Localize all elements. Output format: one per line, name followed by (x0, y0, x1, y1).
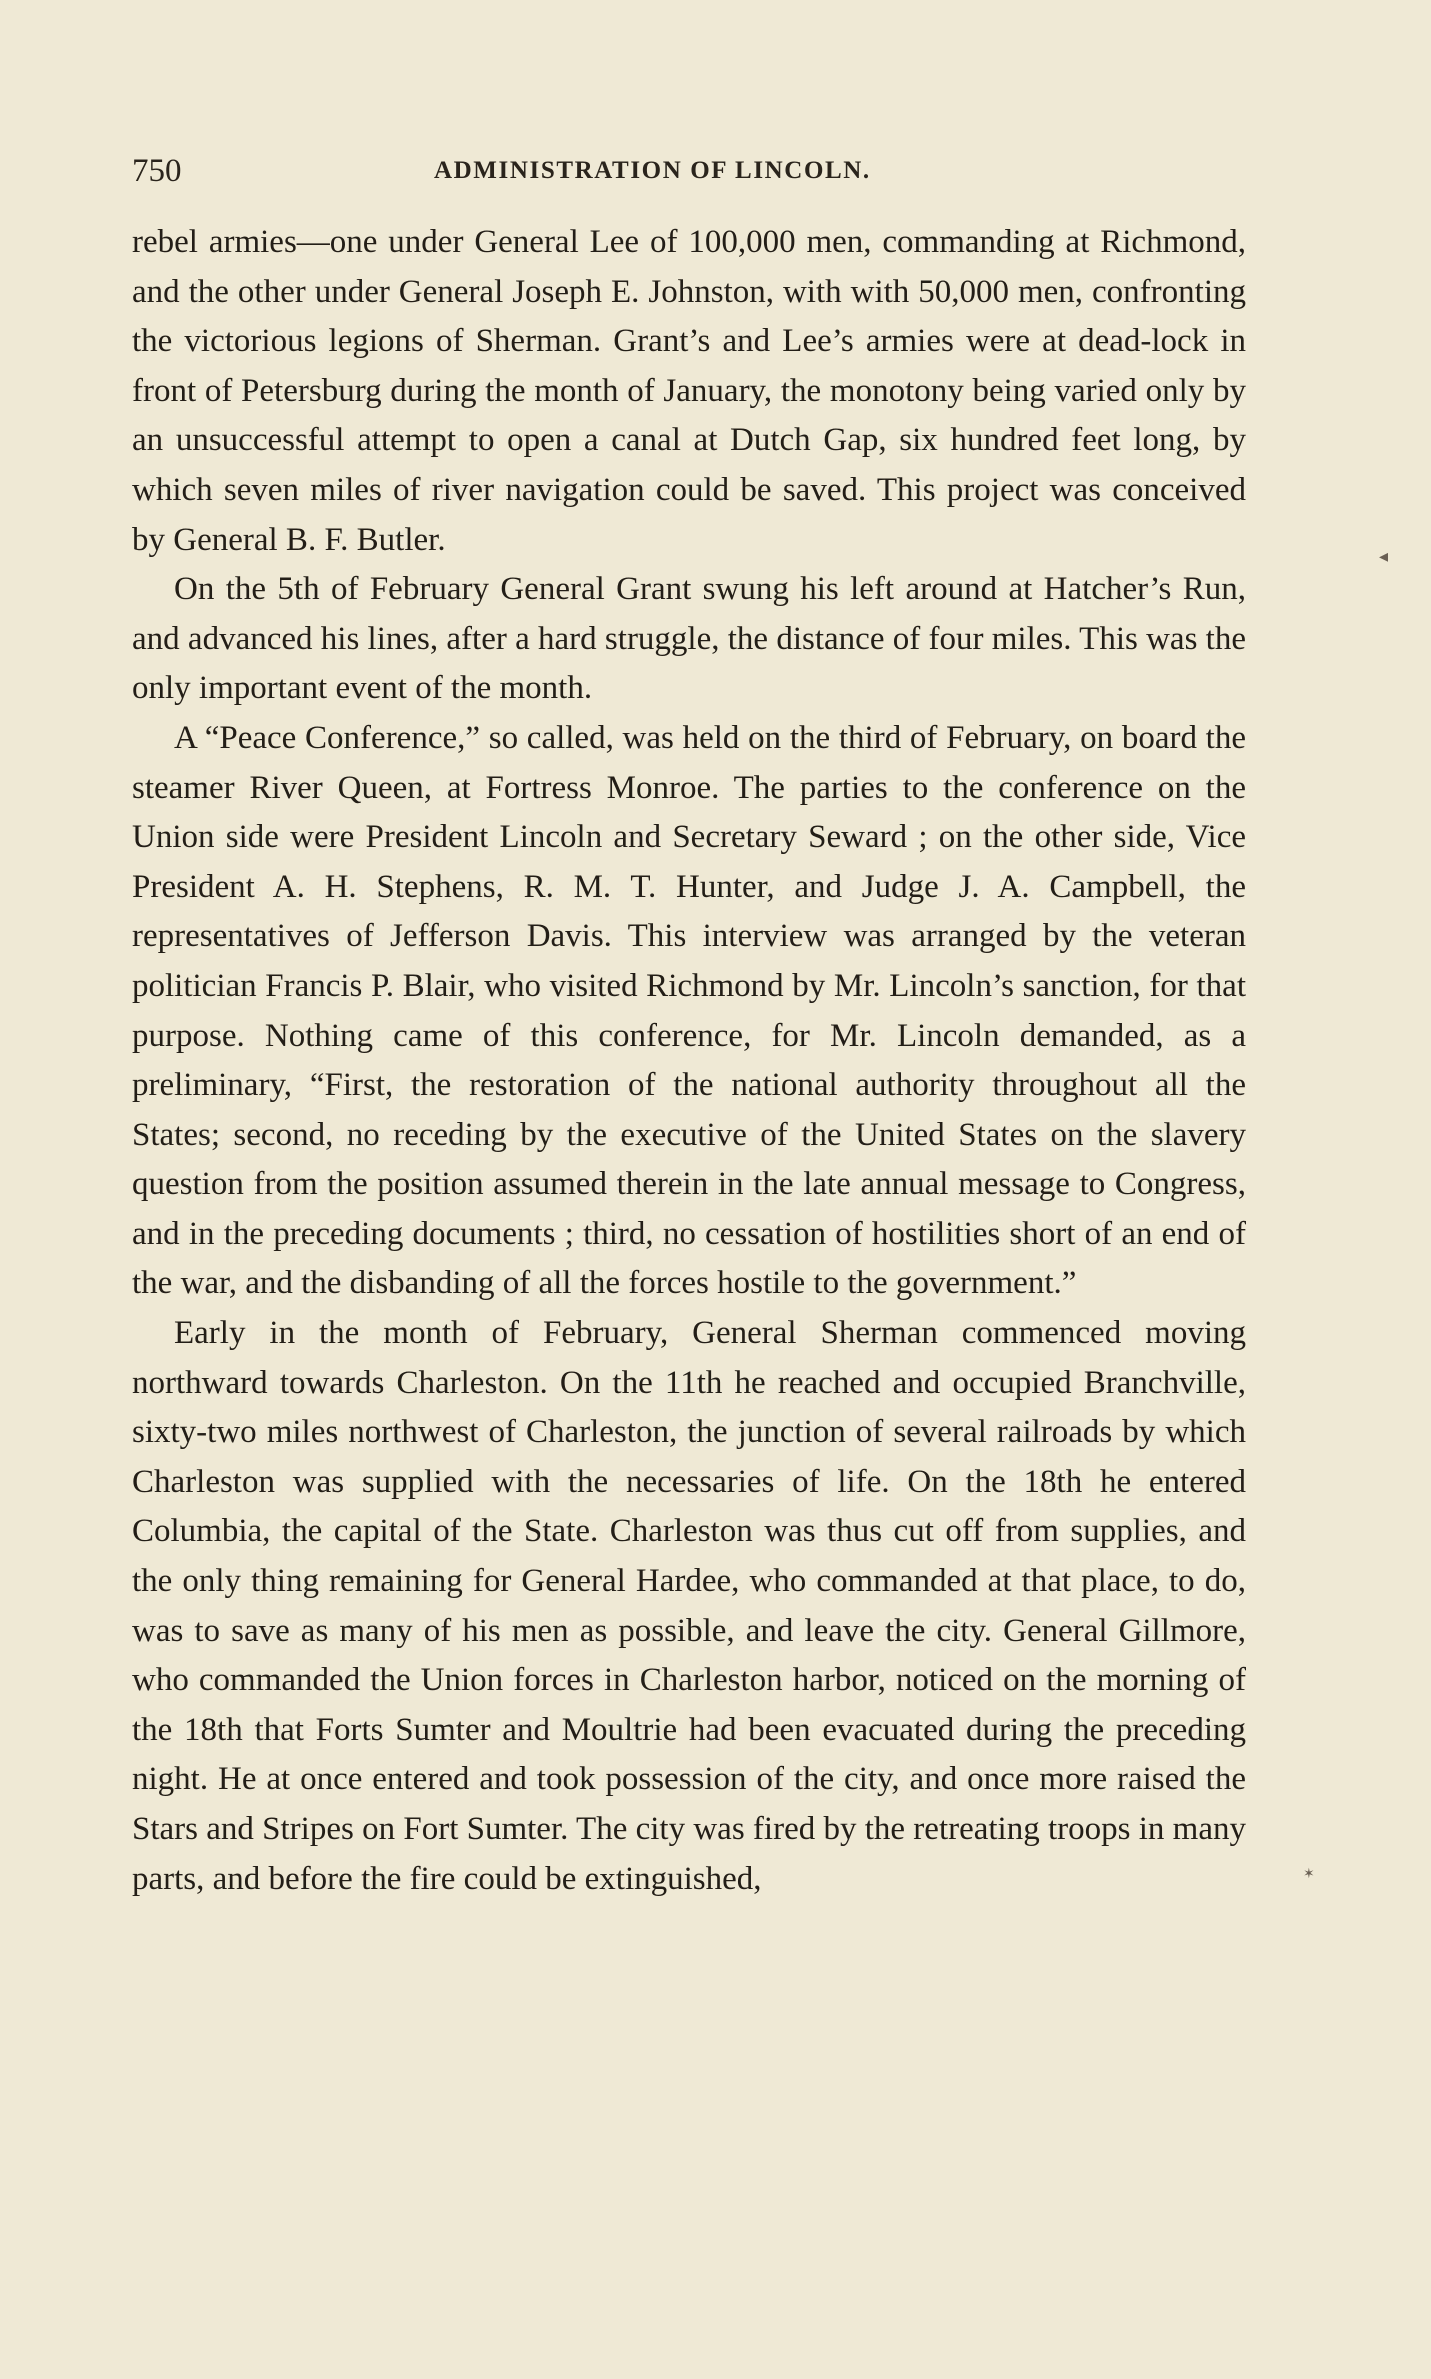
margin-star-icon: ✶ (1303, 1866, 1315, 1882)
margin-arrow-icon: ◂ (1379, 546, 1389, 567)
running-title: ADMINISTRATION OF LINCOLN. (434, 157, 871, 184)
paragraph-3: A “Peace Conference,” so called, was held on the third of February, on board the steamer River Queen, at Fortress Monroe. The parties to the conference on the Union side were President Lincoln and Secretary Seward ; on the other side, Vice President A. H. Stephens, R. M. T. Hunter, and Judge J. A. Campbell, the representatives of Jefferson Davis. This interview was arranged by the veteran politician Francis P. Blair, who visited Richmond by Mr. Lincoln’s sanction, for that purpose. Nothing came of this conference, for Mr. Lincoln demanded, as a preliminary, “First, the restoration of the national authority throughout all the States; second, no receding by the executive of the United States on the slavery question from the position assumed therein in the late annual message to Congress, and in the preceding documents ; third, no cessation of hostilities short of an end of the war, and the disbanding of all the forces hostile to the government.” (132, 719, 1246, 1302)
body-text (132, 218, 1246, 1904)
page-header (132, 150, 1260, 192)
paragraph-4: Early in the month of February, General Sherman commenced moving northward towards Charleston. On the 11th he reached and occupied Branchville, sixty-two miles northwest of Charleston, the junction of several railroads by which Charleston was supplied with the necessaries of life. On the 18th he entered Columbia, the capital of the State. Charleston was thus cut off from supplies, and the only thing remaining for General Hardee, who commanded at that place, to do, was to save as many of his men as possible, and leave the city. General Gillmore, who commanded the Union forces in Charleston harbor, noticed on the morning of the 18th that Forts Sumter and Moultrie had been evacuated during the preceding night. He at once entered and took possession of the city, and once more raised the Stars and Stripes on Fort Sumter. The city was fired by the retreating troops in many parts, and before the fire could be extinguished, (132, 1315, 1246, 1897)
page-number: 750 (132, 153, 182, 189)
paragraph-2: On the 5th of February General Grant swung his left around at Hatcher’s Run, and advanced his lines, after a hard struggle, the distance of four miles. This was the only important event of the month. (132, 571, 1246, 707)
paragraph-1: rebel armies—one under General Lee of 100,000 men, commanding at Richmond, and the other under General Joseph E. Johnston, with with 50,000 men, confronting the victorious legions of Sherman. Grant’s and Lee’s armies were at dead-lock in front of Petersburg during the month of January, the monotony being varied only by an unsuccessful attempt to open a canal at Dutch Gap, six hundred feet long, by which seven miles of river navigation could be saved. This project was conceived by General B. F. Butler. (132, 224, 1246, 558)
